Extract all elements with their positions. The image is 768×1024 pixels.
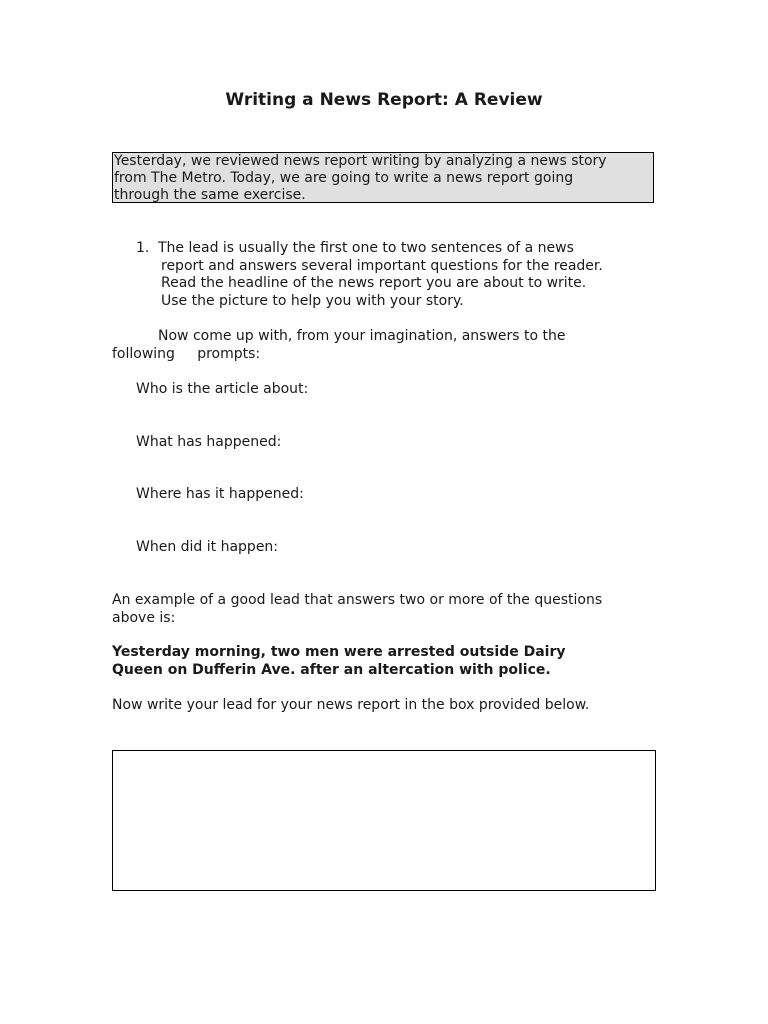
- prompt-what: What has happened:: [136, 434, 282, 450]
- intro-line-1: Yesterday, we reviewed news report writing by analyzing a news story: [114, 153, 607, 169]
- list-item-line-4: Use the picture to help you with your story.: [161, 292, 464, 309]
- example-lead-line-1: Yesterday morning, two men were arrested outside Dairy: [112, 644, 566, 660]
- intro-line-2: from The Metro. Today, we are going to write a news report going: [114, 170, 574, 186]
- list-item-line-3: Read the headline of the news report you are about to write.: [161, 275, 587, 291]
- instruction-line-2: following prompts:: [112, 346, 261, 362]
- example-lead-line-2: Queen on Dufferin Ave. after an altercation with police.: [112, 662, 551, 678]
- intro-line-3: through the same exercise.: [114, 187, 306, 203]
- prompt-when: When did it happen:: [136, 539, 279, 555]
- example-intro-line-1: An example of a good lead that answers two or more of the questions: [112, 592, 603, 608]
- prompt-where: Where has it happened:: [136, 486, 304, 502]
- intro-box: [112, 152, 654, 203]
- page-title: Writing a News Report: A Review: [225, 90, 543, 110]
- example-intro-line-2: above is:: [112, 610, 176, 626]
- list-number: 1.: [136, 240, 150, 256]
- list-item-1: [158, 240, 603, 310]
- lead-answer-box[interactable]: [112, 750, 656, 891]
- prompt-who: Who is the article about:: [136, 381, 309, 397]
- list-item-line-2: report and answers several important questions for the reader.: [161, 257, 603, 274]
- instruction-line-1: Now come up with, from your imagination, answers to the: [158, 328, 566, 344]
- list-item-line-1: The lead is usually the first one to two sentences of a news: [158, 240, 574, 256]
- final-instruction: Now write your lead for your news report in the box provided below.: [112, 697, 590, 713]
